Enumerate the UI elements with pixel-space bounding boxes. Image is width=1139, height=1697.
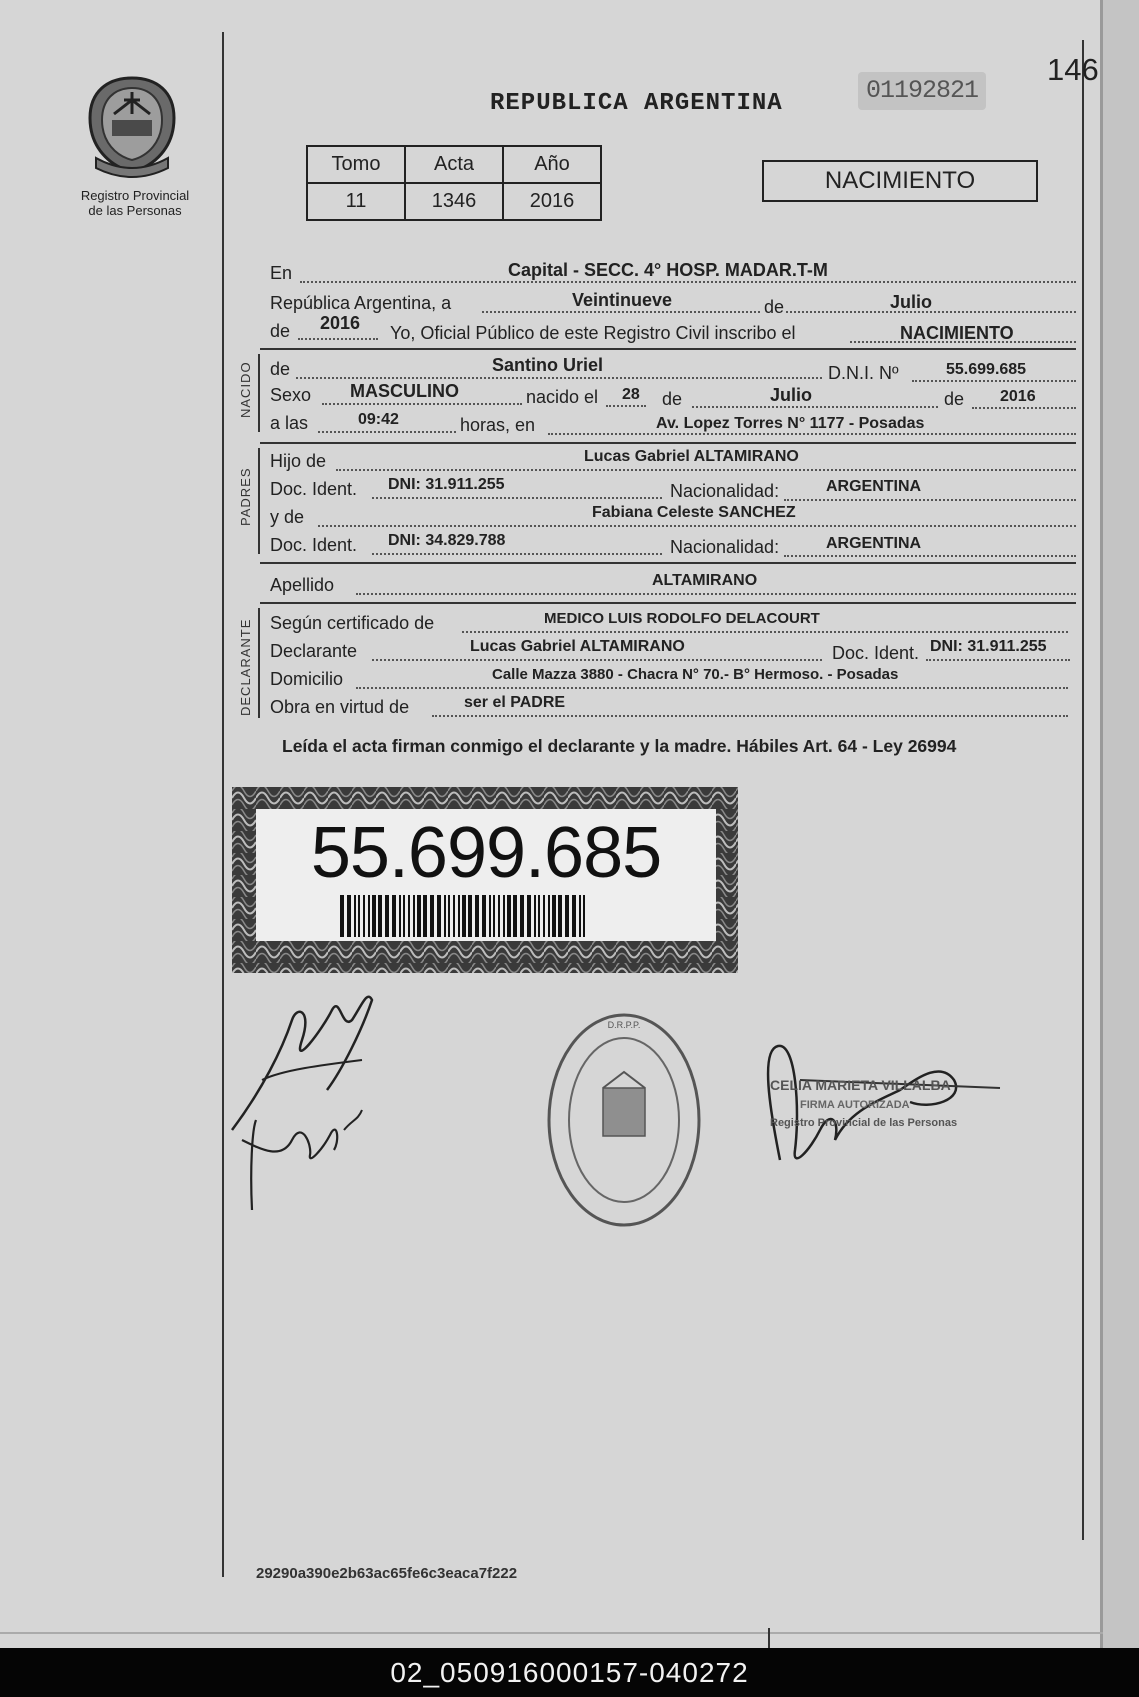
dotted-line [356,593,1076,595]
barcode-bar [347,895,351,937]
label-domicilio: Domicilio [270,669,344,689]
signature-stamp-name: CELIA MARIETA VILLALBA [770,1077,951,1093]
section-label-padres: PADRES [238,467,253,526]
separator [260,442,1076,444]
page-number: 146 [1047,52,1099,87]
barcode-bar [368,895,370,937]
barcode-bar [468,895,472,937]
label-doc-ident: Doc. Ident. [832,643,920,663]
label-nacionalidad: Nacionalidad: [670,481,780,501]
barcode-bar [579,895,581,937]
barcode-bar [372,895,376,937]
value-nombre: Santino Uriel [492,355,604,375]
label-segun-certificado: Según certificado de [270,613,435,633]
registry-table-value-row [307,183,601,220]
dotted-line [356,687,1068,689]
barcode-bar [403,895,405,937]
dotted-line [318,525,1076,527]
value-certificado: MEDICO LUIS RODOLFO DELACOURT [544,610,820,627]
section-label-nacido: NACIDO [238,361,253,418]
dotted-line [296,377,822,379]
dotted-line [372,497,662,499]
section-rule [258,608,260,718]
header-acta: Acta [405,146,503,183]
file-id-bar [0,1648,1139,1697]
barcode-bar [413,895,415,937]
barcode-bar [462,895,466,937]
handwritten-signature-officer [740,1030,1020,1190]
barcode-bar [444,895,446,937]
barcode-bar [520,895,524,937]
acta-type-box: NACIMIENTO [762,160,1038,202]
barcode-bar [448,895,450,937]
barcode-bar [534,895,536,937]
barcode-bar [513,895,517,937]
label-sexo: Sexo [270,385,312,405]
section-label-declarante: DECLARANTE [238,618,253,716]
label-de: de [270,359,291,379]
value-padre-nacionalidad: ARGENTINA [826,478,922,495]
barcode-bar [358,895,360,937]
value-dni: 55.699.685 [946,361,1027,378]
dotted-line [462,631,1068,633]
document-title: REPUBLICA ARGENTINA [490,90,783,117]
document-hash: 29290a390e2b63ac65fe6c3eaca7f222 [256,1565,518,1582]
barcode-bar [527,895,531,937]
label-apellido: Apellido [270,575,335,595]
label-declarante: Declarante [270,641,358,661]
value-tipo-inscripcion: NACIMIENTO [900,323,1014,343]
value-domicilio: Calle Mazza 3880 - Chacra N° 70.- B° Hermoso. - Posadas [492,666,899,683]
barcode-bar [503,895,505,937]
label-nacionalidad: Nacionalidad: [670,537,780,557]
dni-barcode-label [232,787,738,973]
barcode-bar [408,895,410,937]
value-mes-inscripcion: Julio [890,292,933,312]
barcode-bar [482,895,486,937]
barcode-bar [417,895,421,937]
value-dia-letras: Veintinueve [572,290,673,310]
registry-name-line1: Registro Provincial [80,188,190,203]
barcode-bar [543,895,545,937]
dotted-line [432,715,1068,717]
value-hora: 09:42 [358,411,399,428]
barcode-bar [493,895,495,937]
label-nacido-el: nacido el [526,387,599,407]
value-mes-nacimiento: Julio [770,385,813,405]
barcode-bar [507,895,511,937]
label-republica: República Argentina, a [270,293,452,313]
label-a-las: a las [270,413,309,433]
dotted-line [300,281,1076,283]
value-madre: Fabiana Celeste SANCHEZ [592,504,796,521]
barcode-bar [475,895,479,937]
section-rule [258,354,260,432]
barcode-bar [399,895,401,937]
barcode-bar [489,895,491,937]
dotted-line [784,499,1076,501]
value-anio-inscripcion: 2016 [320,313,361,333]
value-lugar-nacimiento: Av. Lopez Torres N° 1177 - Posadas [656,415,925,432]
registry-oval-seal-stamp [545,1010,703,1230]
header-anio: Año [503,146,601,183]
left-margin-rule [222,32,224,1577]
dotted-line [692,406,938,408]
right-margin-rule [1082,40,1084,1540]
registry-name-line2: de las Personas [88,203,182,218]
value-apellido: ALTAMIRANO [652,572,758,589]
barcode-white-panel [256,809,716,941]
dotted-line [318,431,456,433]
header-tomo: Tomo [307,146,405,183]
label-doc-ident: Doc. Ident. [270,535,358,555]
value-declarante: Lucas Gabriel ALTAMIRANO [470,638,685,655]
barcode-bar [565,895,569,937]
label-dni: D.N.I. Nº [828,363,899,383]
right-sheet-strip [1103,0,1139,1648]
bottom-corner-mark [768,1628,810,1648]
label-doc-ident: Doc. Ident. [270,479,358,499]
barcode-bar [430,895,434,937]
barcode-bar [423,895,427,937]
value-padre: Lucas Gabriel ALTAMIRANO [584,448,799,465]
value-padre-doc: DNI: 31.911.255 [388,476,505,493]
dotted-line [372,659,822,661]
label-obra-en-virtud: Obra en virtud de [270,697,410,717]
label-de: de [764,297,785,317]
barcode-bar [354,895,356,937]
registry-table-header-row [307,146,601,183]
value-anio: 2016 [503,183,601,220]
barcode-bar [572,895,576,937]
value-tomo: 11 [307,183,405,220]
svg-text:D.R.P.P.: D.R.P.P. [607,1020,641,1030]
signature-stamp-role: FIRMA AUTORIZADA [800,1099,910,1111]
barcode-bar [458,895,460,937]
value-anio-nacimiento: 2016 [1000,388,1036,405]
barcode-bar [548,895,550,937]
barcode-bar [558,895,562,937]
label-yo-oficial: Yo, Oficial Público de este Registro Civil inscribo el [390,323,796,343]
dotted-line [298,338,378,340]
separator [260,602,1076,604]
value-madre-doc: DNI: 34.829.788 [388,532,506,549]
barcode-bar [385,895,389,937]
separator [260,562,1076,564]
registry-table [306,145,602,221]
barcode-bar [453,895,455,937]
dotted-line [322,403,522,405]
barcode-bar [363,895,365,937]
value-acta: 1346 [405,183,503,220]
dotted-line [372,553,662,555]
dotted-line [784,555,1076,557]
file-id: 02_050916000157-040272 [390,1657,749,1688]
value-lugar: Capital - SECC. 4° HOSP. MADAR.T-M [508,260,828,280]
barcode-bars [340,895,640,937]
value-obra-en-virtud: ser el PADRE [464,694,566,711]
closing-statement: Leída el acta firman conmigo el declarante y la madre. Hábiles Art. 64 - Ley 26994 [282,736,957,756]
label-de: de [270,321,291,341]
label-horas-en: horas, en [460,415,536,435]
barcode-bar [583,895,585,937]
misiones-coat-of-arms-logo [82,70,182,180]
label-de: de [662,389,683,409]
label-de: de [944,389,965,409]
handwritten-signature-declarante [222,970,442,1220]
dotted-line [926,659,1070,661]
value-madre-nacionalidad: ARGENTINA [826,535,922,552]
value-dia-nacimiento: 28 [622,386,640,403]
barcode-bar [552,895,556,937]
bottom-fold-line [0,1632,1103,1634]
label-en: En [270,263,293,283]
barcode-bar [437,895,441,937]
section-rule [258,448,260,554]
value-sexo: MASCULINO [350,381,459,401]
barcode-number: 55.699.685 [310,813,662,893]
barcode-bar [378,895,382,937]
serial-number-stamp: 01192821 [858,72,986,110]
label-y-de: y de [270,507,305,527]
barcode-bar [340,895,344,937]
signature-stamp-office: Registro Provincial de las Personas [770,1117,958,1129]
value-declarante-doc: DNI: 31.911.255 [930,638,1047,655]
separator [260,348,1076,350]
dotted-line [336,469,1076,471]
label-hijo-de: Hijo de [270,451,327,471]
barcode-bar [498,895,500,937]
barcode-bar [538,895,540,937]
barcode-bar [392,895,396,937]
